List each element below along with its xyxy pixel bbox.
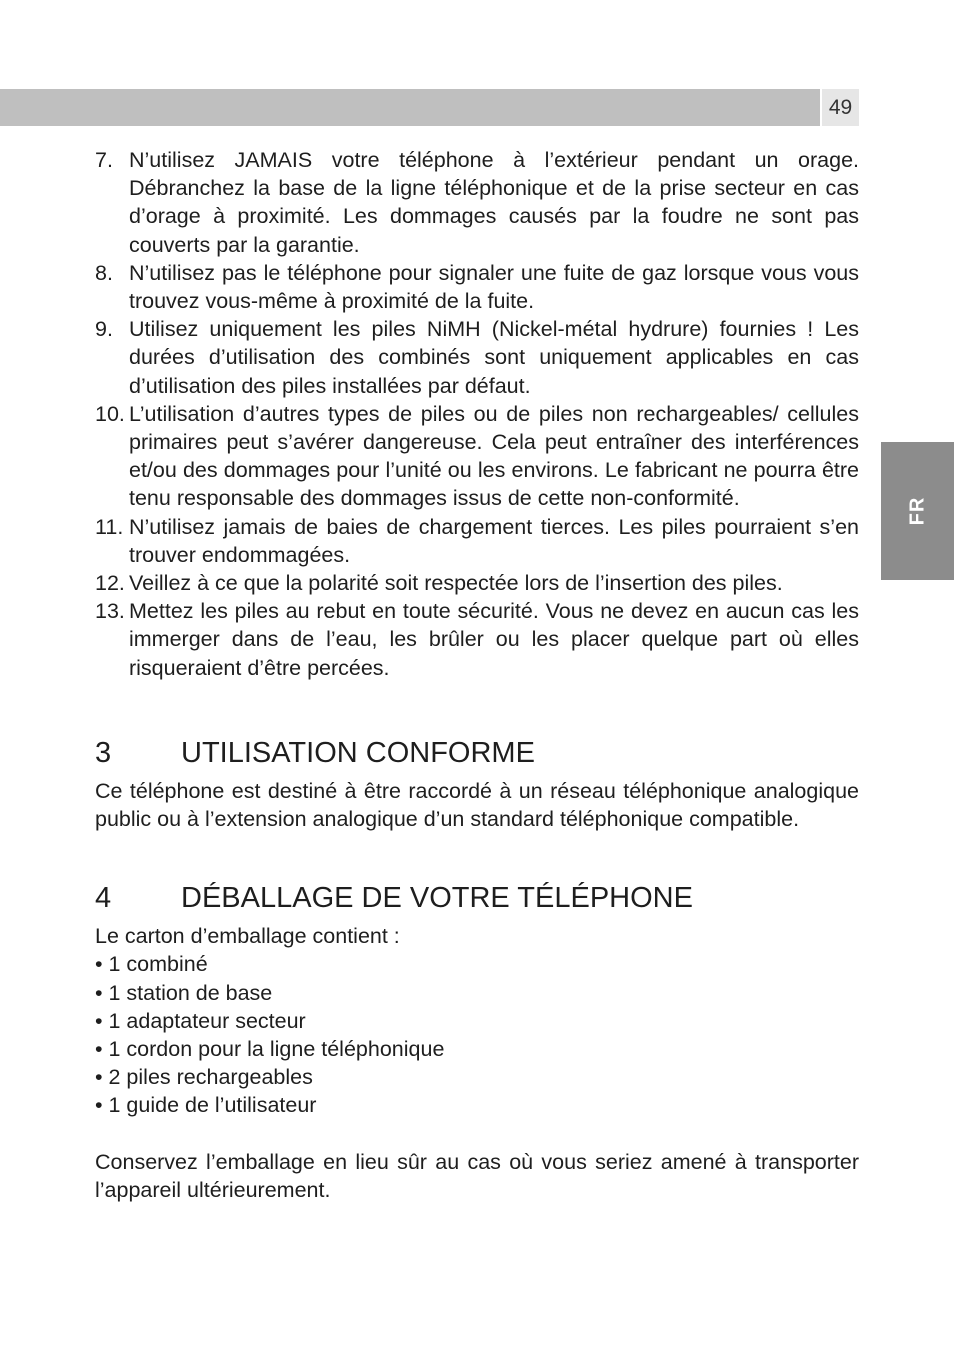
section-title: UTILISATION CONFORME [181,736,535,769]
list-item [95,597,859,682]
list-item-text: Utilisez uniquement les piles NiMH (Nickel-métal hydrure) fournies ! Les durées d’utilisation des combinés sont uniquement applicables en cas d’utilisation des piles installées par défaut. [129,317,859,398]
list-item: • 2 piles rechargeables [95,1065,313,1090]
packaging-note: Conservez l’emballage en lieu sûr au cas où vous seriez amené à transporter l’appareil ultérieurement. [95,1149,859,1202]
unpack-intro: Le carton d’emballage contient : [95,924,400,949]
list-item: • 1 station de base [95,980,273,1005]
list-item-text: N’utilisez JAMAIS votre téléphone à l’extérieur pendant un orage. Débranchez la base de la ligne téléphonique et de la prise secteur en cas d’orage à proximité. Les dommages causés par la foudre ne sont pas couverts par la garantie. [129,148,859,257]
list-item-number: 8. [95,260,113,285]
page-number: 49 [822,89,859,126]
list-item-number: 11. [95,514,124,539]
section-title: DÉBALLAGE DE VOTRE TÉLÉPHONE [181,882,693,915]
list-item-number: 10. [95,401,125,426]
box-contents-list [95,950,859,1119]
header-bar [0,89,820,126]
section-number: 4 [95,882,112,915]
language-tab-label: FR [906,496,928,526]
section-heading-unpack [95,881,859,915]
list-item [95,259,859,315]
list-item-number: 13. [95,599,125,624]
list-item: • 1 cordon pour la ligne téléphonique [95,1037,445,1062]
page-content [95,146,859,1204]
section-heading-usage [95,736,859,770]
list-item [95,569,859,597]
list-item: • 1 combiné [95,952,208,977]
list-item-text: Mettez les piles au rebut en toute sécurité. Vous ne devez en aucun cas les immerger dans de l’eau, les brûler ou les placer quelque part où elles risqueraient d’être percées. [129,599,859,680]
list-item: • 1 guide de l’utilisateur [95,1093,317,1118]
usage-paragraph: Ce téléphone est destiné à être raccordé à un réseau téléphonique analogique public ou à l’extension analogique d’un standard téléphonique compatible. [95,778,859,832]
list-item [95,400,859,513]
list-item-number: 7. [95,148,113,172]
list-item-text: L’utilisation d’autres types de piles ou de piles non rechargeables/ cellules primaires peut s’avérer dangereuse. Cela peut entraîner des interférences et/ou des dommages pour l’unité ou les environs. Le fabricant ne pourra être tenu responsable des dommages issus de cette non-conformité. [129,401,859,511]
list-item [95,146,859,259]
list-item-text: Veillez à ce que la polarité soit respectée lors de l’insertion des piles. [129,571,783,596]
safety-instructions-list [95,146,859,682]
section-number: 3 [95,736,112,769]
list-item: • 1 adaptateur secteur [95,1008,306,1033]
list-item-number: 9. [95,317,113,342]
list-item [95,513,859,569]
list-item [95,315,859,400]
list-item-number: 12. [95,571,125,596]
list-item-text: N’utilisez pas le téléphone pour signaler une fuite de gaz lorsque vous vous trouvez vous-même à proximité de la fuite. [129,260,859,314]
language-tab [881,442,954,580]
list-item-text: N’utilisez jamais de baies de chargement tierces. Les piles pourraient s’en trouver endommagées. [129,514,859,567]
